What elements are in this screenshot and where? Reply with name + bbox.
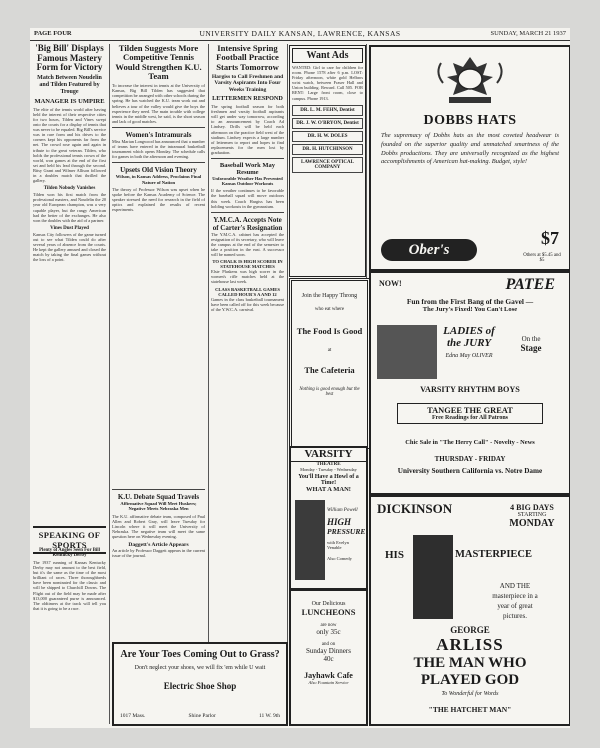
dobbs-other-prices: Others at $5.45 and $5: [523, 253, 561, 263]
shoe-ad-shine: Shine Parlor: [188, 713, 216, 719]
headline-daggett: Daggett's Article Appears: [128, 542, 189, 549]
cafeteria-line-4: at: [327, 348, 332, 353]
byline-baseball: Unfavorable Weather Has Prevented Kansas Outdoor Workouts: [212, 176, 283, 187]
dickinson-days-3: MONDAY: [509, 518, 555, 529]
dickinson-pictures: pictures.: [503, 612, 527, 620]
want-ads-body: WANTED: Girl to care for children for room. Phone 1578 after 6 p.m. LOST: Friday afternoon, white gold Helbros wrist watch, between Fraser Hall and Union building. Reward. Call 505. FOR RENT: Large front room, close to campus. Phone 1913.: [292, 65, 363, 101]
royal-crest-icon: [435, 53, 505, 107]
article-body: The theory of Professor Wilson was upset when he spoke before the Kansas Academy of Science. The speaker stressed the need for research in the field of optics and explained the results of recent experiments.: [112, 186, 205, 213]
dickinson-his: HIS: [385, 549, 404, 561]
luncheons-sunday-price: 40c: [323, 655, 334, 663]
patee-now: NOW!: [379, 279, 402, 288]
dickinson-days-1: 4 BIG DAYS: [510, 503, 554, 512]
column-rule: [287, 44, 288, 724]
newspaper-page: [30, 28, 570, 728]
section-lettermen: LETTERMEN RESPOND: [212, 95, 283, 103]
cafeteria-line-2: who eat where: [314, 307, 345, 312]
dickinson-days-2: STARTING: [517, 512, 547, 518]
luncheons-cafe-name: Jayhawk Cafe: [304, 671, 353, 680]
professional-card: DR. J. W. O'BRYON, Dentist: [292, 118, 363, 129]
column-news: [112, 44, 205, 724]
page-label: PAGE FOUR: [34, 30, 72, 37]
section-manager-umpire: MANAGER IS UMPIRE: [34, 97, 105, 105]
dickinson-days: [503, 503, 561, 529]
article-body: Elsie Plaskens was high scorer in the women's rifle matches held at the statehouse last week.: [211, 269, 284, 285]
sports-body: The 1937 running of Kansas Kentucky Derby may not amount to the best field, but it's the same as the time of the most brilliant of races. Three thoroughbreds have been nominated for the classic and will be shipped to Churchill Downs. The Flight out of the field may be made after $13,000 guaranteed purse is announced. The oldtimers at the track will tell you that it is going to be a race.: [33, 560, 106, 611]
patee-title: PATEE: [505, 276, 555, 293]
varsity-film-2: PRESSURE: [327, 527, 366, 536]
varsity-extra: Also Comedy: [327, 556, 352, 561]
sports-byline: Plenty of Angles Seen For Bill Kentucky Derby: [39, 548, 100, 558]
luncheons-line-1: Our Delicious: [311, 601, 346, 607]
shoe-ad-tagline: Don't neglect your shoes, we will fix 'em while U wait: [134, 665, 266, 671]
patee-stage-1: On the: [521, 335, 541, 343]
headline-womens-intramurals: Women's Intramurals: [125, 130, 192, 139]
patee-line-2: The Jury's Fixed! You Can't Lose: [422, 306, 518, 313]
patee-stage-2: Stage: [520, 343, 542, 353]
dobbs-price: $7: [541, 228, 559, 248]
professional-card: LAWRENCE OPTICAL COMPANY: [292, 157, 363, 173]
issue-date: SUNDAY, MARCH 21 1937: [490, 30, 566, 37]
patee-tangee-box: [397, 403, 543, 424]
patee-line-1: Fun from the First Bang of the Gavel —: [406, 297, 534, 306]
patee-film-title: LADIES of the JURY: [443, 325, 495, 349]
cafeteria-name: The Cafeteria: [304, 365, 355, 375]
patee-band: VARSITY RHYTHM BOYS: [420, 385, 520, 394]
headline-big-bill: 'Big Bill' Displays Famous Mastery Form for Victory: [35, 44, 104, 73]
dickinson-extra: "THE HATCHET MAN": [428, 705, 512, 714]
varsity-title: VARSITY: [291, 448, 366, 462]
patee-tangee: TANGEE THE GREAT: [427, 406, 513, 415]
headline-debate: K.U. Debate Squad Travels: [117, 493, 200, 501]
headline-ymca: Y.M.C.A. Accepts Note of Carter's Resignation: [212, 215, 283, 232]
luncheons-price: only 35c: [316, 628, 341, 636]
dickinson-george: GEORGE: [450, 625, 490, 635]
dickinson-arliss: ARLISS: [436, 635, 504, 654]
shoe-ad-headline: Are Your Toes Coming Out to Grass?: [120, 649, 280, 660]
cafeteria-slogan: Nothing is good enough but the best: [299, 387, 360, 397]
luncheons-line-3: are now: [320, 623, 337, 628]
headline-tilden: Tilden Suggests More Competitive Tennis Would Strengthen K.U. Team: [115, 44, 202, 81]
dickinson-copy: [467, 581, 563, 621]
varsity-tagline: You'll Have a Howl of a Time!: [298, 474, 359, 486]
dickinson-masterpiece-in: masterpiece in a: [492, 592, 538, 600]
dickinson-title: DICKINSON: [377, 501, 453, 516]
patee-game: University Southern California vs. Notre Dame: [397, 467, 543, 475]
varsity-days: Monday - Tuesday - Wednesday: [300, 467, 357, 472]
column-rule: [208, 44, 209, 724]
section-subhead: Vines Dust Played: [50, 225, 89, 231]
varsity-film-info: [327, 508, 364, 561]
column-sports-tennis: [33, 44, 106, 724]
obers-logo: Ober's: [381, 239, 477, 261]
byline-debate: Affirmative Squad Will Meet Huskers; Negative Meets Nebraska Men: [120, 501, 197, 512]
section-subhead: Tilden Nobody Vanishes: [43, 186, 96, 192]
patee-stage: [501, 335, 561, 353]
varsity-theatre-ad: [289, 446, 368, 590]
luncheons-fountain: Also Fountain Service: [308, 680, 349, 685]
dickinson-year: year of great: [497, 602, 533, 610]
headline-class-basketball: CLASS BASKETBALL GAMES CALLED HOUR'S A AND 12: [215, 286, 280, 297]
article-body: To increase the interest in tennis at the University of Kansas, Big Bill Tilden has suggested that competition be arranged with other schools during the spring. He has watched the K.U. team work out and believes a tour of the valley would give the boys the experience they need. The main trouble with college tennis in the middle west, he said, is the short season and lack of good matches.: [112, 83, 205, 124]
dobbs-title: DOBBS HATS: [423, 113, 517, 128]
page-header: [30, 28, 570, 41]
article-body: If the weather continues to be favorable the baseball squad will move outdoors this week. Coach Hargiss has been holding workouts in the gymnasium.: [211, 188, 284, 209]
dickinson-film-2: PLAYED GOD: [420, 672, 520, 688]
varsity-subtitle: THEATRE: [316, 462, 341, 467]
speaking-of-sports-title: SPEAKING OF SPORTS: [38, 530, 101, 550]
luncheons-sunday: Sunday Dinners: [306, 647, 351, 655]
dickinson-film-1: THE MAN WHO: [413, 655, 527, 671]
professional-card: DR. H. HUTCHINSON: [292, 144, 363, 155]
luncheons-ad: [289, 589, 368, 726]
debate-article: [112, 486, 205, 558]
shoe-shop-ad: [112, 642, 288, 726]
dobbs-hats-ad: [369, 45, 570, 271]
cafeteria-ad: [289, 278, 370, 449]
article-body: An article by Professor Daggett appears in the current issue of the journal.: [112, 548, 205, 559]
article-body: The elite of the tennis world after having held the interest of their respective cities for two hours, Tilden and Vines swept onto the courts for a display of tennis that was never to be equaled. Big Bill's service was in rare form and his drives to the corners kept his opponents far from the net. The crowd rose again and again in tribute to the great veteran. Tilden, who holds the professional tennis crown of the world, won games at the end of the first set and held his lead through the second. Bitsy Grant and Wilmer Allison followed in a doubles match that thrilled the gallery.: [33, 106, 106, 184]
patee-chic-sale: Chic Sale in "The Herry Call" - Novelty - News: [405, 439, 535, 446]
patee-star-photo: [377, 325, 437, 379]
professional-cards: [290, 101, 365, 177]
dickinson-star-photo: [413, 535, 453, 619]
professional-card: DR. L. M. FEHN, Dentist: [292, 105, 363, 116]
patee-theatre-ad: [369, 271, 570, 495]
shoe-ad-footer: [120, 713, 280, 719]
varsity-star: William Powell: [327, 508, 358, 513]
sports-column: [33, 548, 106, 611]
headline-statehouse: TO CHALK IS HIGH SCORER IN STATEHOUSE MATCHES: [212, 259, 283, 270]
shoe-ad-address: 1017 Mass.: [120, 713, 146, 719]
varsity-film-1: HIGH: [327, 517, 352, 527]
patee-free-readings: Free Readings for All Patrons: [432, 415, 508, 421]
column-rule: [109, 44, 110, 724]
masthead: UNIVERSITY DAILY KANSAN, LAWRENCE, KANSAS: [199, 29, 401, 38]
professional-card: DR. H. W. DOLES: [292, 131, 363, 142]
dickinson-wonder: To Wonderful for Words: [441, 691, 499, 697]
subhead-match: Match Between Noudelin and Tilden Featured by Trouge: [37, 75, 102, 95]
varsity-cast: with Evelyn Venable: [327, 540, 349, 550]
want-ads-title-box: [292, 48, 363, 63]
patee-star: Edna May OLIVER: [445, 353, 493, 359]
article-body: Tilden won his first match from the professional masters, and Noudelin the 20 year old European champion, was a very capable player, but the rangy American had the better of the exchanges. He also won the doubles with the aid of a partner.: [33, 192, 106, 223]
cafeteria-line-3: The Food Is Good: [296, 326, 363, 336]
byline-wilson: Wilson, in Kansas Address, Proclaims Final Nature of Nation: [115, 174, 202, 185]
luncheons-line-2: LUNCHEONS: [301, 607, 356, 617]
article-body: The K.U. affirmative debate team, composed of Paul Allen and Robert Gray, will leave Tuesday for Lincoln where it will meet the University of Nebraska. The negative team will meet the same question here on Wednesday evening.: [112, 513, 205, 539]
varsity-star-photo: [295, 500, 325, 580]
shoe-ad-address-2: 11 W. 9th: [258, 713, 280, 719]
dickinson-and: AND THE: [499, 582, 531, 590]
article-body: The spring football season for both freshmen and varsity football aspirants will get under way tomorrow, according to an announcement by Coach Ad Lindsey. Drills will be held each afternoon on the practice field west of the stadium. Lindsey expects a large number of lettermen to report and hopes to find replacements for the men lost by graduation.: [211, 104, 284, 155]
headline-football: Intensive Spring Football Practice Starts Tomorrow: [216, 44, 279, 72]
patee-thursday: THURSDAY - FRIDAY: [434, 455, 506, 463]
article-body: Kansas City followers of the game turned out to see what Tilden could do after several years of absence from the courts. He kept the gallery amused and closed the match by taking the final games without the loss of a point.: [33, 231, 106, 263]
luncheons-line-5: and on: [321, 642, 336, 647]
want-ads-title: Want Ads: [306, 50, 349, 61]
subhead-hargiss: Hargiss to Call Freshmen and Varsity Aspirants Into Four Weeks Training: [211, 73, 284, 93]
dickinson-masterpiece: MASTERPIECE: [455, 549, 533, 560]
varsity-tagline-2: WHAT A MAN!: [306, 486, 351, 493]
article-body: The Y.M.C.A. cabinet has accepted the resignation of its secretary, who will leave the campus at the end of the semester to take a position in the east. A successor will be named soon.: [211, 231, 284, 258]
headline-vision-theory: Upsets Old Vision Theory: [120, 166, 197, 175]
dickinson-theatre-ad: [369, 495, 570, 726]
article-body: Games in the class basketball tournament have been called off for this week because of the Y.W.C.A. carnival.: [211, 296, 284, 312]
cafeteria-line-1: Join the Happy Throng: [301, 293, 358, 299]
article-body: Miss Marian Longwood has announced that a number of teams have entered in the intramural basketball tournament which opens Monday. The schedule calls for games in both the afternoon and evening.: [112, 138, 205, 160]
shoe-ad-shop-name: Electric Shoe Shop: [163, 681, 237, 691]
dobbs-body: The supremacy of Dobbs hats as the most coveted headwear is founded on the superior quality and unmatched smartness of the Dobbs productions. They are universally recognized as the highest accomplishments of American hat-making. Budget, style!: [381, 132, 559, 166]
headline-baseball: Baseball Work May Resume: [219, 162, 276, 177]
want-ads: [289, 45, 366, 277]
column-football: [211, 44, 284, 724]
